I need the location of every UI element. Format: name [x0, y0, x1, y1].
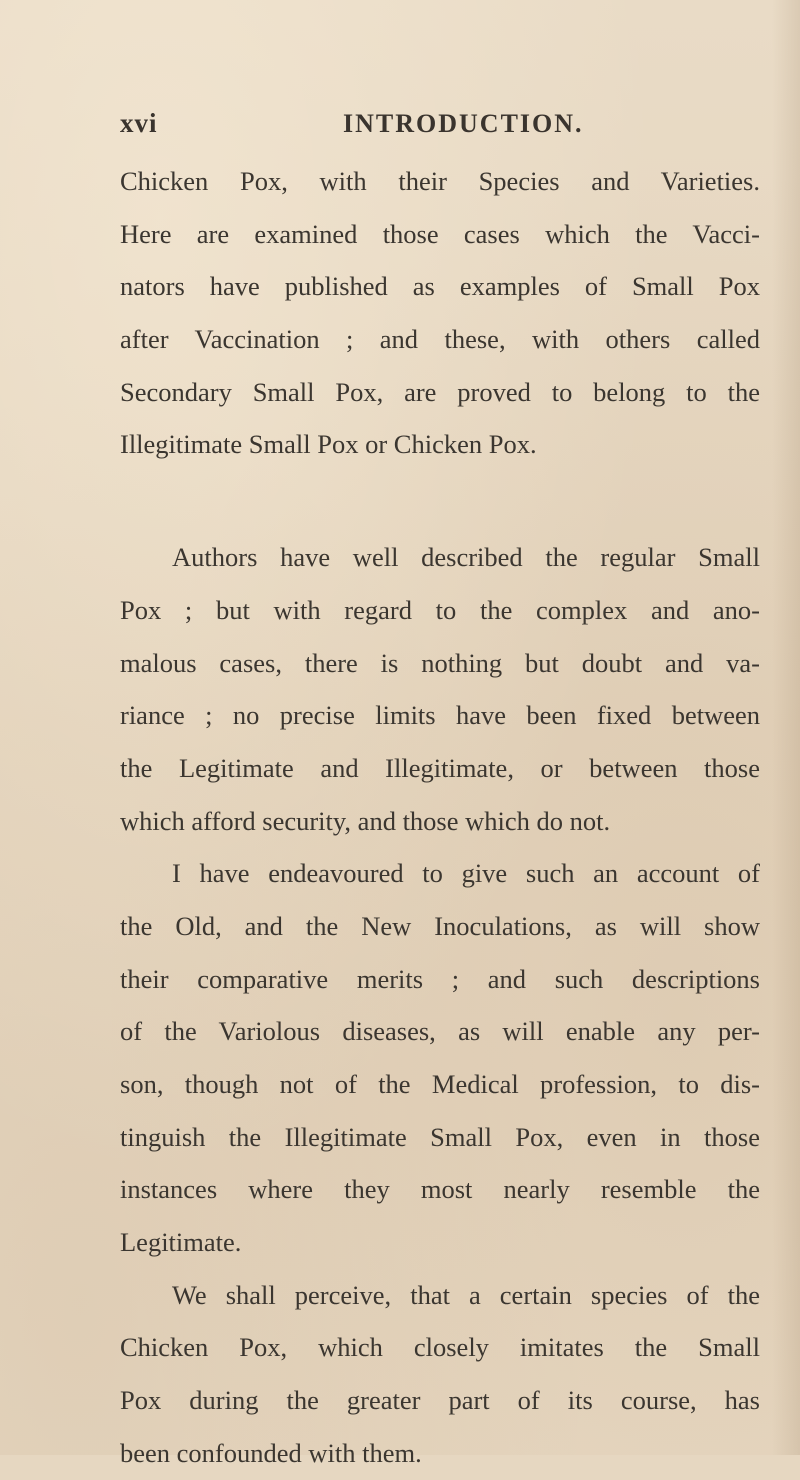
text-line: Pox ; but with regard to the complex and ano- [120, 594, 760, 625]
text-line: Authors have well described the regular Small [172, 542, 760, 573]
text-line: Chicken Pox, with their Species and Varieties. [120, 166, 760, 196]
text-line: I have endeavoured to give such an account of [172, 858, 760, 889]
page-number: xvi [120, 108, 158, 138]
text-line: the Old, and the New Inoculations, as will show [120, 910, 760, 941]
text-line: tinguish the Illegitimate Small Pox, even in those [120, 1121, 760, 1152]
paragraph [120, 531, 760, 847]
text-line: malous cases, there is nothing but doubt and va- [120, 647, 760, 678]
text-line: of the Variolous diseases, as will enable any per- [120, 1016, 760, 1047]
text-line: Legitimate. [120, 1227, 242, 1258]
text-line: Illegitimate Small Pox or Chicken Pox. [120, 429, 537, 460]
paragraph [120, 847, 760, 1269]
text-line: instances where they most nearly resemble the [120, 1174, 760, 1205]
paragraph-gap [120, 471, 760, 531]
text-line: which afford security, and those which do not. [120, 805, 611, 836]
text-line: the Legitimate and Illegitimate, or between those [120, 752, 760, 783]
running-head: INTRODUCTION. [343, 109, 584, 138]
page-edge-shadow [772, 0, 800, 1455]
text-line: We shall perceive, that a certain species of the [172, 1279, 760, 1310]
text-line: after Vaccination ; and these, with others called [120, 324, 760, 355]
text-line: Here are examined those cases which the Vacci- [120, 218, 760, 249]
text-line: been confounded with them. [120, 1437, 422, 1468]
page-header [120, 108, 760, 148]
paragraph [120, 155, 760, 471]
text-line: their comparative merits ; and such descriptions [120, 963, 760, 994]
text-line: Secondary Small Pox, are proved to belong to the [120, 376, 760, 407]
text-line: nators have published as examples of Small Pox [120, 271, 760, 302]
text-line: riance ; no precise limits have been fixed between [120, 700, 760, 731]
body-text [120, 155, 760, 1480]
text-line: son, though not of the Medical profession, to dis- [120, 1069, 760, 1099]
text-line: Pox during the greater part of its course, has [120, 1385, 760, 1416]
paragraph [120, 1269, 760, 1480]
text-line: Chicken Pox, which closely imitates the Small [120, 1332, 760, 1363]
